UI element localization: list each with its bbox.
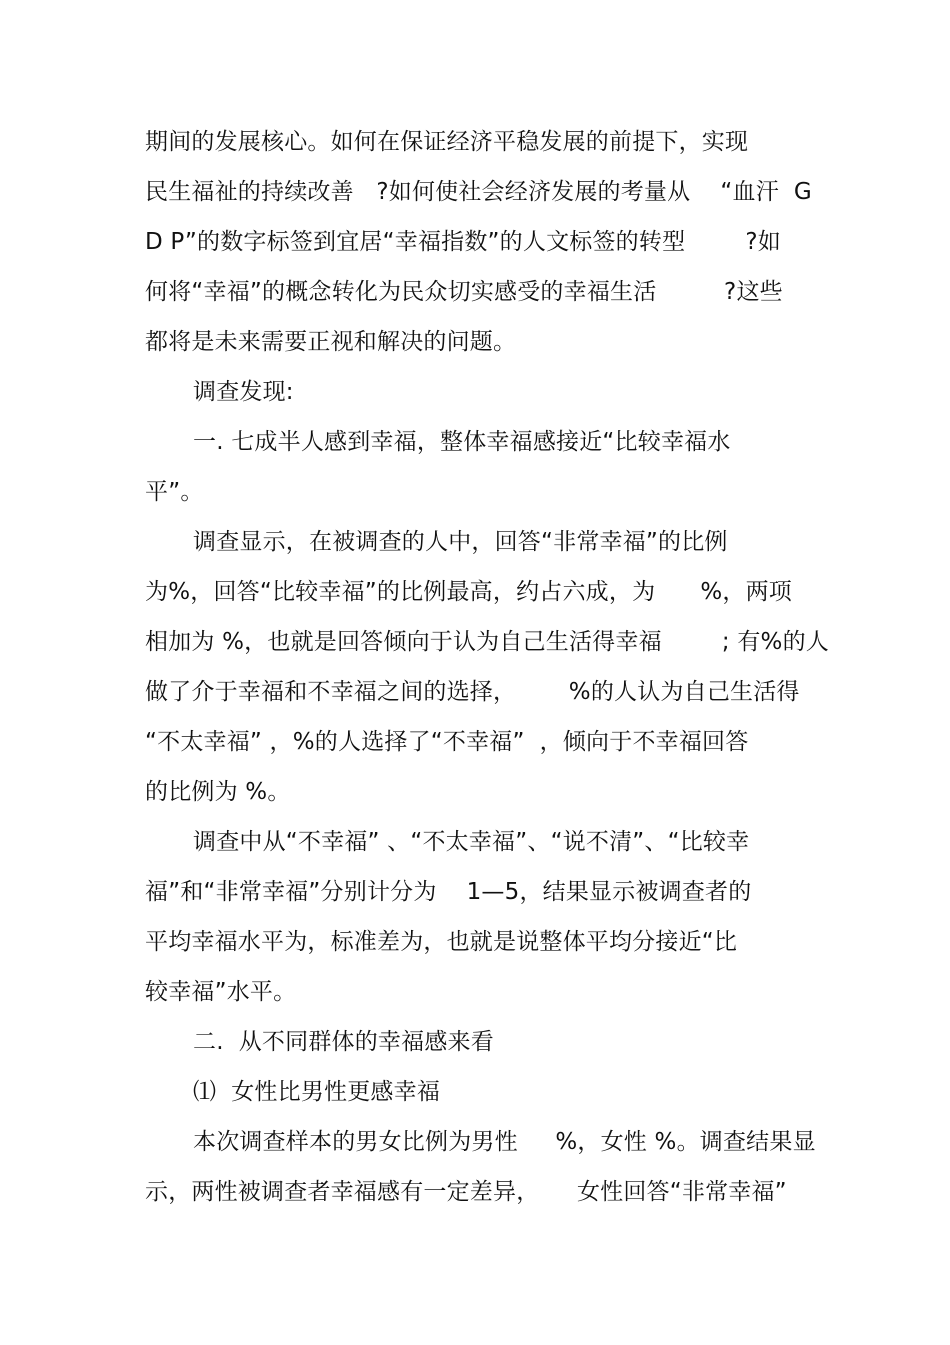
- paragraph-line: 调查显示，在被调查的人中，回答“非常幸福”的比例: [193, 529, 728, 555]
- paragraph-line: 相加为 %，也就是回答倾向于认为自己生活得幸福 ; 有%的人: [145, 629, 829, 655]
- paragraph-line: 调查中从“不幸福” 、“不太幸福”、“说不清”、“比较幸: [193, 829, 750, 855]
- paragraph-line: 何将“幸福”的概念转化为民众切实感受的幸福生活 ?这些: [145, 279, 783, 305]
- paragraph-line: “不太幸福” ，%的人选择了“不幸福” ，倾向于不幸福回答: [145, 729, 749, 755]
- subsection-heading: ⑴ 女性比男性更感幸福: [193, 1079, 441, 1105]
- paragraph-line: 为%，回答“比较幸福”的比例最高，约占六成，为 %，两项: [145, 579, 793, 605]
- paragraph-line: 民生福祉的持续改善 ?如何使社会经济发展的考量从 “血汗 G: [145, 179, 812, 205]
- paragraph-line: 福”和“非常幸福”分别计分为 1—5，结果显示被调查者的: [145, 879, 752, 905]
- paragraph-line: 都将是未来需要正视和解决的问题。: [145, 329, 517, 355]
- paragraph-line: 较幸福”水平。: [145, 979, 297, 1005]
- paragraph-line: 的比例为 %。: [145, 779, 291, 805]
- section-heading: 调查发现:: [193, 379, 294, 405]
- section-heading: 二. 从不同群体的幸福感来看: [193, 1029, 494, 1055]
- paragraph-line: 做了介于幸福和不幸福之间的选择， %的人认为自己生活得: [145, 679, 800, 705]
- section-heading: 一. 七成半人感到幸福，整体幸福感接近“比较幸福水: [193, 429, 731, 455]
- paragraph-line: 期间的发展核心。如何在保证经济平稳发展的前提下，实现: [145, 129, 749, 155]
- paragraph-line: D P”的数字标签到宜居“幸福指数”的人文标签的转型 ?如: [145, 229, 781, 255]
- paragraph-line: 平均幸福水平为，标准差为，也就是说整体平均分接近“比: [145, 929, 738, 955]
- paragraph-line: 示，两性被调查者幸福感有一定差异， 女性回答“非常幸福”: [145, 1179, 787, 1205]
- paragraph-line: 本次调查样本的男女比例为男性 %，女性 %。调查结果显: [193, 1129, 816, 1155]
- paragraph-line: 平”。: [145, 479, 204, 505]
